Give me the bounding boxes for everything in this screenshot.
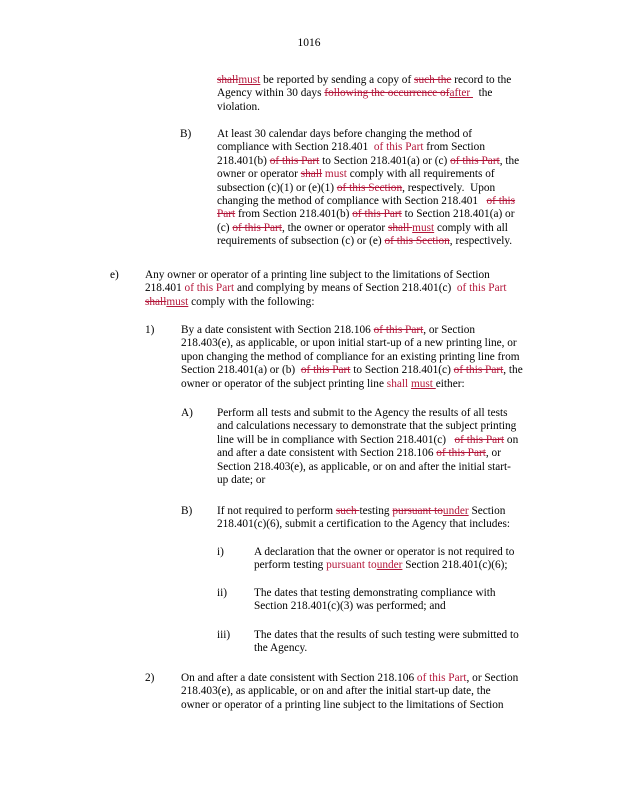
text-run: , or Section (423, 324, 476, 336)
text-run: changing the method of compliance with Section 218.401 (217, 195, 487, 208)
text-run: , the (499, 154, 520, 167)
text-run: violation. (217, 100, 260, 113)
text-run: subsection (c)(1) or (e)(1) (217, 181, 337, 194)
text-run: At least 30 calendar days before changing the method of (217, 128, 473, 140)
text-run: from Section 218.401(b) (235, 208, 353, 221)
text-line (254, 642, 519, 655)
deleted-text: of this Section (384, 235, 450, 248)
text-line (254, 600, 496, 613)
deleted-text: of this Part (454, 433, 505, 446)
label-ii: ii) (217, 587, 228, 599)
label-2: 2) (145, 672, 155, 684)
text-line (217, 182, 519, 195)
text-run: requirements of subsection (c) or (e) (217, 235, 385, 248)
text-line (217, 74, 511, 87)
inserted-text: of this Part (454, 282, 507, 295)
label-iii: iii) (217, 629, 231, 641)
label-B-1: B) (180, 128, 192, 140)
text-run: on (504, 433, 519, 446)
deleted-text: Part (217, 208, 236, 221)
text-line (181, 364, 523, 377)
text-line (181, 324, 523, 337)
text-run: perform testing (254, 559, 327, 572)
inserted-text: pursuant to (326, 559, 377, 572)
inserted-text: must (238, 74, 261, 86)
text-line (181, 699, 518, 712)
text-run: and after a date consistent with Section 218.106 (217, 447, 437, 460)
paragraph-1 (181, 324, 523, 391)
text-run: , the (503, 364, 523, 377)
deleted-text: of this Part (373, 324, 424, 336)
deleted-text: shall (300, 168, 323, 181)
text-line (217, 447, 518, 460)
text-line (181, 672, 518, 685)
deleted-text: of this Part (436, 447, 486, 460)
inserted-text: shall (386, 377, 411, 390)
text-run: comply with all (434, 221, 508, 234)
text-line (181, 351, 523, 364)
text-run: testing (359, 505, 393, 517)
label-1: 1) (145, 324, 155, 336)
text-run: , or Section (466, 672, 519, 684)
text-line (145, 282, 506, 295)
text-run: Section 218.401(c)(3) was performed; and (254, 600, 446, 613)
deleted-text: of this Part (300, 364, 351, 377)
deleted-text: of this Part (232, 221, 282, 234)
label-B-2: B) (181, 505, 193, 517)
deleted-text: pursuant to (392, 505, 443, 517)
text-line (217, 461, 518, 474)
text-line (181, 337, 523, 350)
text-run: compliance with Section 218.401 (217, 141, 372, 154)
text-line (217, 420, 518, 433)
text-line (217, 101, 511, 114)
deleted-text: following the occurrence of (324, 87, 450, 100)
text-run: to Section 218.401(c) (350, 364, 454, 377)
text-run: A declaration that the owner or operator is not required to (254, 546, 515, 558)
text-line (217, 208, 519, 221)
text-run: By a date consistent with Section 218.106 (181, 324, 374, 336)
text-run: Agency within 30 days (217, 87, 325, 100)
text-line (217, 222, 519, 235)
deleted-text: of this Section (336, 181, 403, 194)
text-line (217, 407, 518, 420)
text-run: the (472, 87, 493, 100)
text-run: 218.403(e), as applicable, or on and after the initial start-up date, the (181, 685, 491, 698)
deleted-text: shall (145, 295, 167, 308)
paragraph-B-1 (217, 128, 519, 249)
text-run: 218.403(e), as applicable, or upon initial start-up of a new printing line, or (181, 337, 517, 350)
text-line (145, 296, 506, 309)
text-line (217, 518, 510, 531)
text-line (217, 195, 519, 208)
text-line (254, 559, 514, 572)
text-line (254, 546, 514, 559)
text-run: comply with the following: (188, 295, 315, 308)
text-run: , the owner or operator (281, 221, 388, 234)
text-run: be reported by sending a copy of (260, 74, 415, 86)
text-run: to Section 218.401(a) or (401, 208, 515, 221)
text-run: from Section (423, 141, 485, 154)
label-A: A) (181, 407, 193, 419)
text-run: On and after a date consistent with Section 218.106 (181, 672, 417, 684)
inserted-text: must (410, 377, 436, 390)
text-line (181, 685, 518, 698)
text-run: (c) (217, 221, 233, 234)
text-run: to Section 218.401(a) or (c) (319, 154, 451, 167)
deleted-text: shall (217, 74, 239, 86)
text-run: owner or operator of a printing line subject to the limitations of Section (181, 698, 504, 711)
inserted-text: of this Part (184, 282, 235, 295)
text-run: record to the (451, 74, 512, 86)
text-line (217, 235, 519, 248)
text-run: line will be in compliance with Section 218.401(c) (217, 433, 455, 446)
inserted-text: of this Part (416, 672, 467, 684)
text-line (181, 378, 523, 391)
text-run: Section 218.401(c)(6); (402, 559, 508, 572)
text-line (217, 505, 510, 518)
text-line (217, 87, 511, 100)
inserted-text: must (166, 295, 189, 308)
paragraph-e (145, 269, 506, 309)
deleted-text: of this Part (269, 154, 320, 167)
page-number: 1016 (297, 37, 321, 49)
paragraph-2 (181, 672, 518, 712)
text-run: Section 218.403(e), as applicable, or on and after the initial start- (217, 460, 511, 473)
text-run: Any owner or operator of a printing line subject to the limitations of Section (145, 269, 490, 281)
deleted-text: such the (414, 74, 452, 86)
text-run: up date; or (217, 474, 266, 487)
text-line (217, 128, 519, 141)
text-line (254, 587, 496, 600)
deleted-text: of this Part (453, 364, 504, 377)
text-run: Section 218.401(a) or (b) (181, 364, 301, 377)
deleted-text: of this Part (450, 154, 500, 167)
text-line (217, 141, 519, 154)
text-line (217, 474, 518, 487)
text-run: 218.401(b) (217, 154, 270, 167)
text-run: , respectively. Upon (402, 181, 496, 194)
text-line (254, 629, 519, 642)
text-run: either: (435, 377, 465, 390)
paragraph-ii (254, 587, 496, 614)
text-run: the Agency. (254, 642, 308, 655)
deleted-text: of this (486, 195, 516, 208)
paragraph-i (254, 546, 514, 573)
label-e: e) (110, 269, 119, 281)
text-run: owner or operator (217, 168, 301, 181)
text-run: Section (468, 505, 506, 517)
text-line (217, 168, 519, 181)
paragraph-top-continuation (217, 74, 511, 114)
text-run: Perform all tests and submit to the Agency the results of all tests (217, 407, 508, 419)
inserted-text: must (412, 221, 435, 234)
text-run: 218.401 (145, 282, 185, 295)
deleted-text: such (335, 505, 360, 517)
paragraph-A (217, 407, 518, 487)
text-run: The dates that testing demonstrating compliance with (254, 587, 496, 599)
inserted-text: of this Part (371, 141, 424, 154)
deleted-text: of this Part (352, 208, 402, 221)
paragraph-B-2 (217, 505, 510, 532)
text-run: comply with all requirements of (346, 168, 495, 181)
text-line (217, 155, 519, 168)
text-run: and complying by means of Section 218.401(c) (234, 282, 455, 295)
inserted-text: under (376, 559, 403, 572)
text-run: owner or operator of the subject printing line (181, 377, 387, 390)
text-run: upon changing the method of compliance for an existing printing line from (181, 350, 520, 363)
text-run: The dates that the results of such testing were submitted to (254, 629, 519, 641)
paragraph-iii (254, 629, 519, 656)
text-run: 218.401(c)(6), submit a certification to the Agency that includes: (217, 518, 511, 531)
text-line (217, 434, 518, 447)
inserted-text: under (442, 505, 469, 517)
label-i: i) (217, 546, 224, 558)
text-run: If not required to perform (217, 505, 336, 517)
text-run: , respectively. (449, 235, 513, 248)
text-run: and calculations necessary to demonstrate that the subject printing (217, 420, 517, 433)
text-run: , or (485, 447, 501, 460)
inserted-text: must (322, 168, 347, 181)
inserted-text: after (449, 87, 473, 100)
deleted-text: shall (388, 221, 413, 234)
text-line (145, 269, 506, 282)
